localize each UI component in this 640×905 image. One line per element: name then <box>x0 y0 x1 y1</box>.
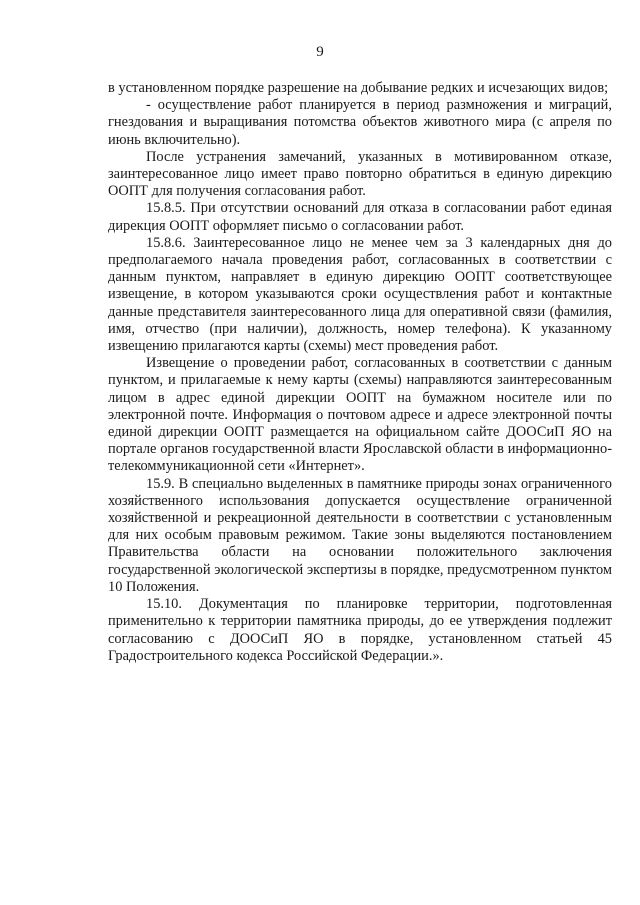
paragraph-15-8-5: 15.8.5. При отсутствии оснований для отказа в согласовании работ единая дирекция ООПТ оформляет письмо о согласовании работ. <box>108 200 612 234</box>
page-number: 9 <box>316 44 324 60</box>
document-body <box>108 80 612 665</box>
paragraph-resubmission: После устранения замечаний, указанных в мотивированном отказе, заинтересованное лицо имеет право повторно обратиться в единую дирекцию ООПТ для получения согласования работ. <box>108 148 612 200</box>
paragraph-15-9: 15.9. В специально выделенных в памятнике природы зонах ограниченного хозяйственного использования допускается осуществление ограниченной хозяйственной и рекреационной деятельности в соответствии с установленным для них особым правовым режимом. Такие зоны выделяются постановлением Правительства области на основании положительного заключения государственной экологической экспертизы в порядке, предусмотренном пунктом 10 Положения. <box>108 475 612 595</box>
paragraph-15-10: 15.10. Документация по планировке территории, подготовленная применительно к территории памятника природы, до ее утверждения подлежит согласованию с ДООСиП ЯО в порядке, установленном статьей 45 Градостроительного кодекса Российской Федерации.». <box>108 596 612 664</box>
paragraph-breeding-period: - осуществление работ планируется в период размножения и миграций, гнездования и выращивания потомства объектов животного мира (с апреля по июнь включительно). <box>108 97 612 148</box>
paragraph-15-8-6: 15.8.6. Заинтересованное лицо не менее чем за 3 календарных дня до предполагаемого начала проведения работ, согласованных в соответствии с данным пунктом, направляет в единую дирекцию ООПТ соответствующее извещение, в котором указываются сроки осуществления работ и контактные данные представителя заинтересованного лица для оперативной связи (фамилия, имя, отчество (при наличии), должность, номер телефона). К указанному извещению прилагаются карты (схемы) мест проведения работ. <box>108 234 612 355</box>
paragraph-notice-delivery: Извещение о проведении работ, согласованных в соответствии с данным пунктом, и прилагаемые к нему карты (схемы) направляются заинтересованным лицом в адрес единой дирекции ООПТ на бумажном носителе или по электронной почте. Информация о почтовом адресе и адресе электронной почты единой дирекции ООПТ размещается на официальном сайте ДООСиП ЯО на портале органов государственной власти Ярославской области в информационно-телекоммуникационной сети «Интернет». <box>108 355 612 475</box>
paragraph-rare-species-permit: в установленном порядке разрешение на добывание редких и исчезающих видов; <box>108 80 609 96</box>
